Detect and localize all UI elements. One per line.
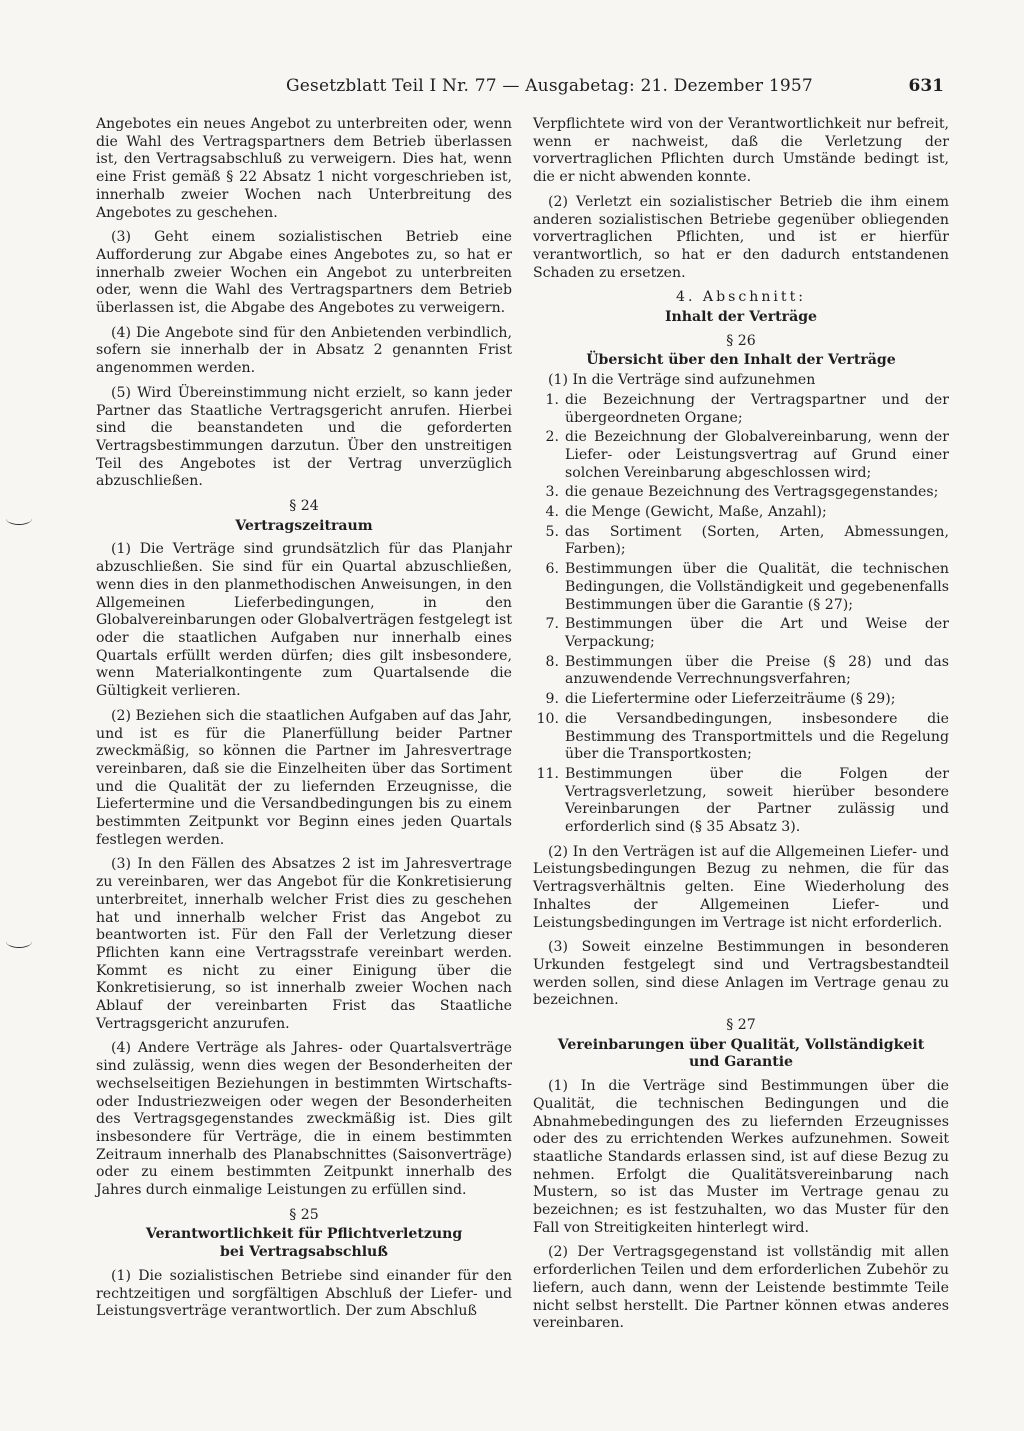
list-item: 6. Bestimmungen über die Qualität, die technischen Bedingungen, die Vollständigkeit und gegebenenfalls Bestimmungen über die Garantie (§ 27); <box>545 561 949 613</box>
paragraph: (2) Verletzt ein sozialistischer Betrieb die ihm einem anderen sozialistischen Betriebe gegenüber obliegenden vorvertraglichen Pflichten, und ist er hierfür verantwortlich, so hat er den dadurch entstandenen Schaden zu ersetzen. <box>533 193 949 281</box>
section-title: Verantwortlichkeit für Pflichtverletzung <box>145 1226 463 1243</box>
paragraph: (5) Wird Übereinstimmung nicht erzielt, so kann jeder Partner das Staatliche Vertragsgericht anrufen. Hierbei sind die beanstandeten und die geforderten Vertragsbestimmungen darzutun. Über den unstreitigen Teil des Angebotes ist der Vertrag unverzüglich abzuschließen. <box>96 384 512 490</box>
section-title: Vertragszeitraum <box>235 517 373 534</box>
paragraph: (3) In den Fällen des Absatzes 2 ist im Jahresvertrage zu vereinbaren, wer das Angebot für die Konkretisierung unterbreitet, innerhalb welcher Frist dies zu geschehen hat und innerhalb welcher Frist das Angebot zu beantworten ist. Für den Fall der Verletzung dieser Pflichten kann eine Vertragsstrafe vereinbart werden. Kommt es nicht zu einer Einigung über die Konkretisierung, so ist innerhalb zweier Wochen nach Ablauf der vereinbarten Frist das Staatliche Vertragsgericht anzurufen. <box>96 856 512 1032</box>
paragraph: (2) Beziehen sich die staatlichen Aufgaben auf das Jahr, und ist es für die Planerfüllung beider Partner zweckmäßig, so können die Partner im Jahresvertrage vereinbaren, daß sie die Einzelheiten über das Sortiment und die Qualität der zu liefernden Erzeugnisse, die Liefertermine und die Versandbedingungen bis zu einem bestimmten Zeitpunkt vor Beginn eines jeden Quartals festlegen werden. <box>96 707 512 848</box>
paragraph: (2) In den Verträgen ist auf die Allgemeinen Liefer- und Leistungsbedingungen Bezug zu nehmen, die für das Vertragsverhältnis gelten. Eine Wiederholung des Inhaltes der Allgemeinen Liefer- und Leistungsbedingungen im Vertrage ist nicht erforderlich. <box>533 843 949 931</box>
list-item: 4. die Menge (Gewicht, Maße, Anzahl); <box>545 504 827 521</box>
section-title: Übersicht über den Inhalt der Verträge <box>586 352 896 369</box>
paragraph: (3) Soweit einzelne Bestimmungen in besonderen Urkunden festgelegt sind und Vertragsbestandteil werden sollen, sind diese Anlagen im Vertrage genau zu bezeichnen. <box>533 939 949 1009</box>
paragraph: (1) Die sozialistischen Betriebe sind einander für den rechtzeitigen und sorgfältigen Abschluß der Liefer- und Leistungsverträge verantwortlich. Der zum Abschluß <box>96 1267 512 1320</box>
section-title: bei Vertragsabschluß <box>219 1244 389 1261</box>
section-number: § 25 <box>289 1206 319 1223</box>
paragraph: Angebotes ein neues Angebot zu unterbreiten oder, wenn die Wahl des Vertragspartners dem Betrieb überlassen ist, den Vertragsabschluß zu verweigern. Dies hat, wenn eine Frist gemäß § 22 Absatz 1 nicht vorgeschrieben ist, innerhalb zweier Wochen nach Unterbreitung des Angebotes zu geschehen. <box>96 116 512 221</box>
list-item: 8. Bestimmungen über die Preise (§ 28) und das anzuwendende Verrechnungsverfahren; <box>545 653 949 688</box>
list-item: 1. die Bezeichnung der Vertragspartner und der übergeordneten Organe; <box>545 391 949 426</box>
paragraph: Verpflichtete wird von der Verantwortlichkeit nur befreit, wenn er nachweist, daß die Verletzung der vorvertraglichen Pflichten durch Umstände bedingt ist, die er nicht abwenden konnte. <box>533 116 949 186</box>
margin-mark <box>6 512 32 525</box>
paragraph: (4) Die Angebote sind für den Anbietenden verbindlich, sofern sie innerhalb der in Absatz 2 genannten Frist angenommen werden. <box>96 324 512 377</box>
chapter-title: Inhalt der Verträge <box>664 309 818 326</box>
chapter-heading: 4. Abschnitt: <box>676 289 806 306</box>
section-title: Vereinbarungen über Qualität, Vollständigkeit <box>557 1036 925 1053</box>
list-item: 10. die Versandbedingungen, insbesondere die Bestimmung des Transportmittels und die Regelung über die Transportkosten; <box>536 710 949 763</box>
paragraph: (2) Der Vertragsgegenstand ist vollständig mit allen erforderlichen Teilen und dem erforderlichen Zubehör zu liefern, auch dann, wenn der Leistende bestimmte Teile nicht selbst herstellt. Die Partner können etwas anderes vereinbaren. <box>533 1244 949 1332</box>
section-number: § 24 <box>289 498 319 515</box>
section-number: § 26 <box>726 332 756 349</box>
paragraph: (1) Die Verträge sind grundsätzlich für das Planjahr abzuschließen. Sie sind für ein Quartal abzuschließen, wenn dies in den planmethodischen Anweisungen, in den Allgemeinen Lieferbedingungen, in den Globalvereinbarungen oder Globalverträgen festgelegt ist oder die staatlichen Aufgaben nur innerhalb eines Quartals erfüllt werden dürfen; dies gilt insbesondere, wenn Materialkontingente zum Quartalsende die Gültigkeit verlieren. <box>96 541 512 700</box>
list-item: 2. die Bezeichnung der Globalvereinbarung, wenn der Liefer- oder Leistungsvertrag auf Grund einer solchen Vereinbarung abgeschlossen wird; <box>545 429 949 481</box>
margin-mark <box>6 935 32 948</box>
page-number: 631 <box>908 76 944 96</box>
list-item: 5. das Sortiment (Sorten, Arten, Abmessungen, Farben); <box>545 523 949 558</box>
page-header <box>96 76 944 104</box>
paragraph: (4) Andere Verträge als Jahres- oder Quartalsverträge sind zulässig, wenn dies wegen der Besonderheiten der wechselseitigen Beziehungen in bestimmten Wirtschafts- oder Industriezweigen oder wegen der Besonderheiten des Vertragsgegenstandes zweckmäßig ist. Dies gilt insbesondere für Verträge, die in einem bestimmten Zeitraum innerhalb des Planabschnittes (Saisonverträge) oder zu einem bestimmten Zeitpunkt innerhalb des Jahres durch einmalige Leistungen zu erfüllen sind. <box>96 1040 512 1199</box>
paragraph: (1) In die Verträge sind aufzunehmen <box>548 372 816 389</box>
right-column <box>533 116 949 1340</box>
item-list <box>533 392 949 837</box>
paragraph: (3) Geht einem sozialistischen Betrieb eine Aufforderung zur Abgabe eines Angebotes zu, so hat er innerhalb zweier Wochen ein Angebot zu unterbreiten oder, wenn die Wahl des Vertragspartners dem Betrieb überlassen ist, die Abgabe des Angebotes zu verweigern. <box>96 229 512 317</box>
paragraph: (1) In die Verträge sind Bestimmungen über die Qualität, die technischen Bedingungen und die Abnahmebedingungen des zu liefernden Erzeugnisses oder des zu errichtenden Werkes aufzunehmen. Soweit staatliche Standards erlassen sind, ist auf diese Bezug zu nehmen. Erfolgt die Qualitätsvereinbarung nach Mustern, so ist das Muster im Vertrage genau zu bezeichnen; es ist festzuhalten, wo das Muster für den Fall von Streitigkeiten hinterlegt wird. <box>533 1078 949 1236</box>
left-column <box>96 116 512 1328</box>
list-item: 7. Bestimmungen über die Art und Weise der Verpackung; <box>545 616 949 650</box>
section-title: und Garantie <box>688 1054 794 1071</box>
list-item: 3. die genaue Bezeichnung des Vertragsgegenstandes; <box>545 484 939 501</box>
header-title: Gesetzblatt Teil I Nr. 77 — Ausgabetag: 21. Dezember 1957 <box>286 76 813 96</box>
section-number: § 27 <box>726 1017 756 1034</box>
list-item: 11. Bestimmungen über die Folgen der Vertragsverletzung, soweit hierüber besondere Vereinbarungen der Partner zulässig und erforderlich sind (§ 35 Absatz 3). <box>536 765 949 836</box>
list-item: 9. die Liefertermine oder Lieferzeiträume (§ 29); <box>545 691 896 708</box>
